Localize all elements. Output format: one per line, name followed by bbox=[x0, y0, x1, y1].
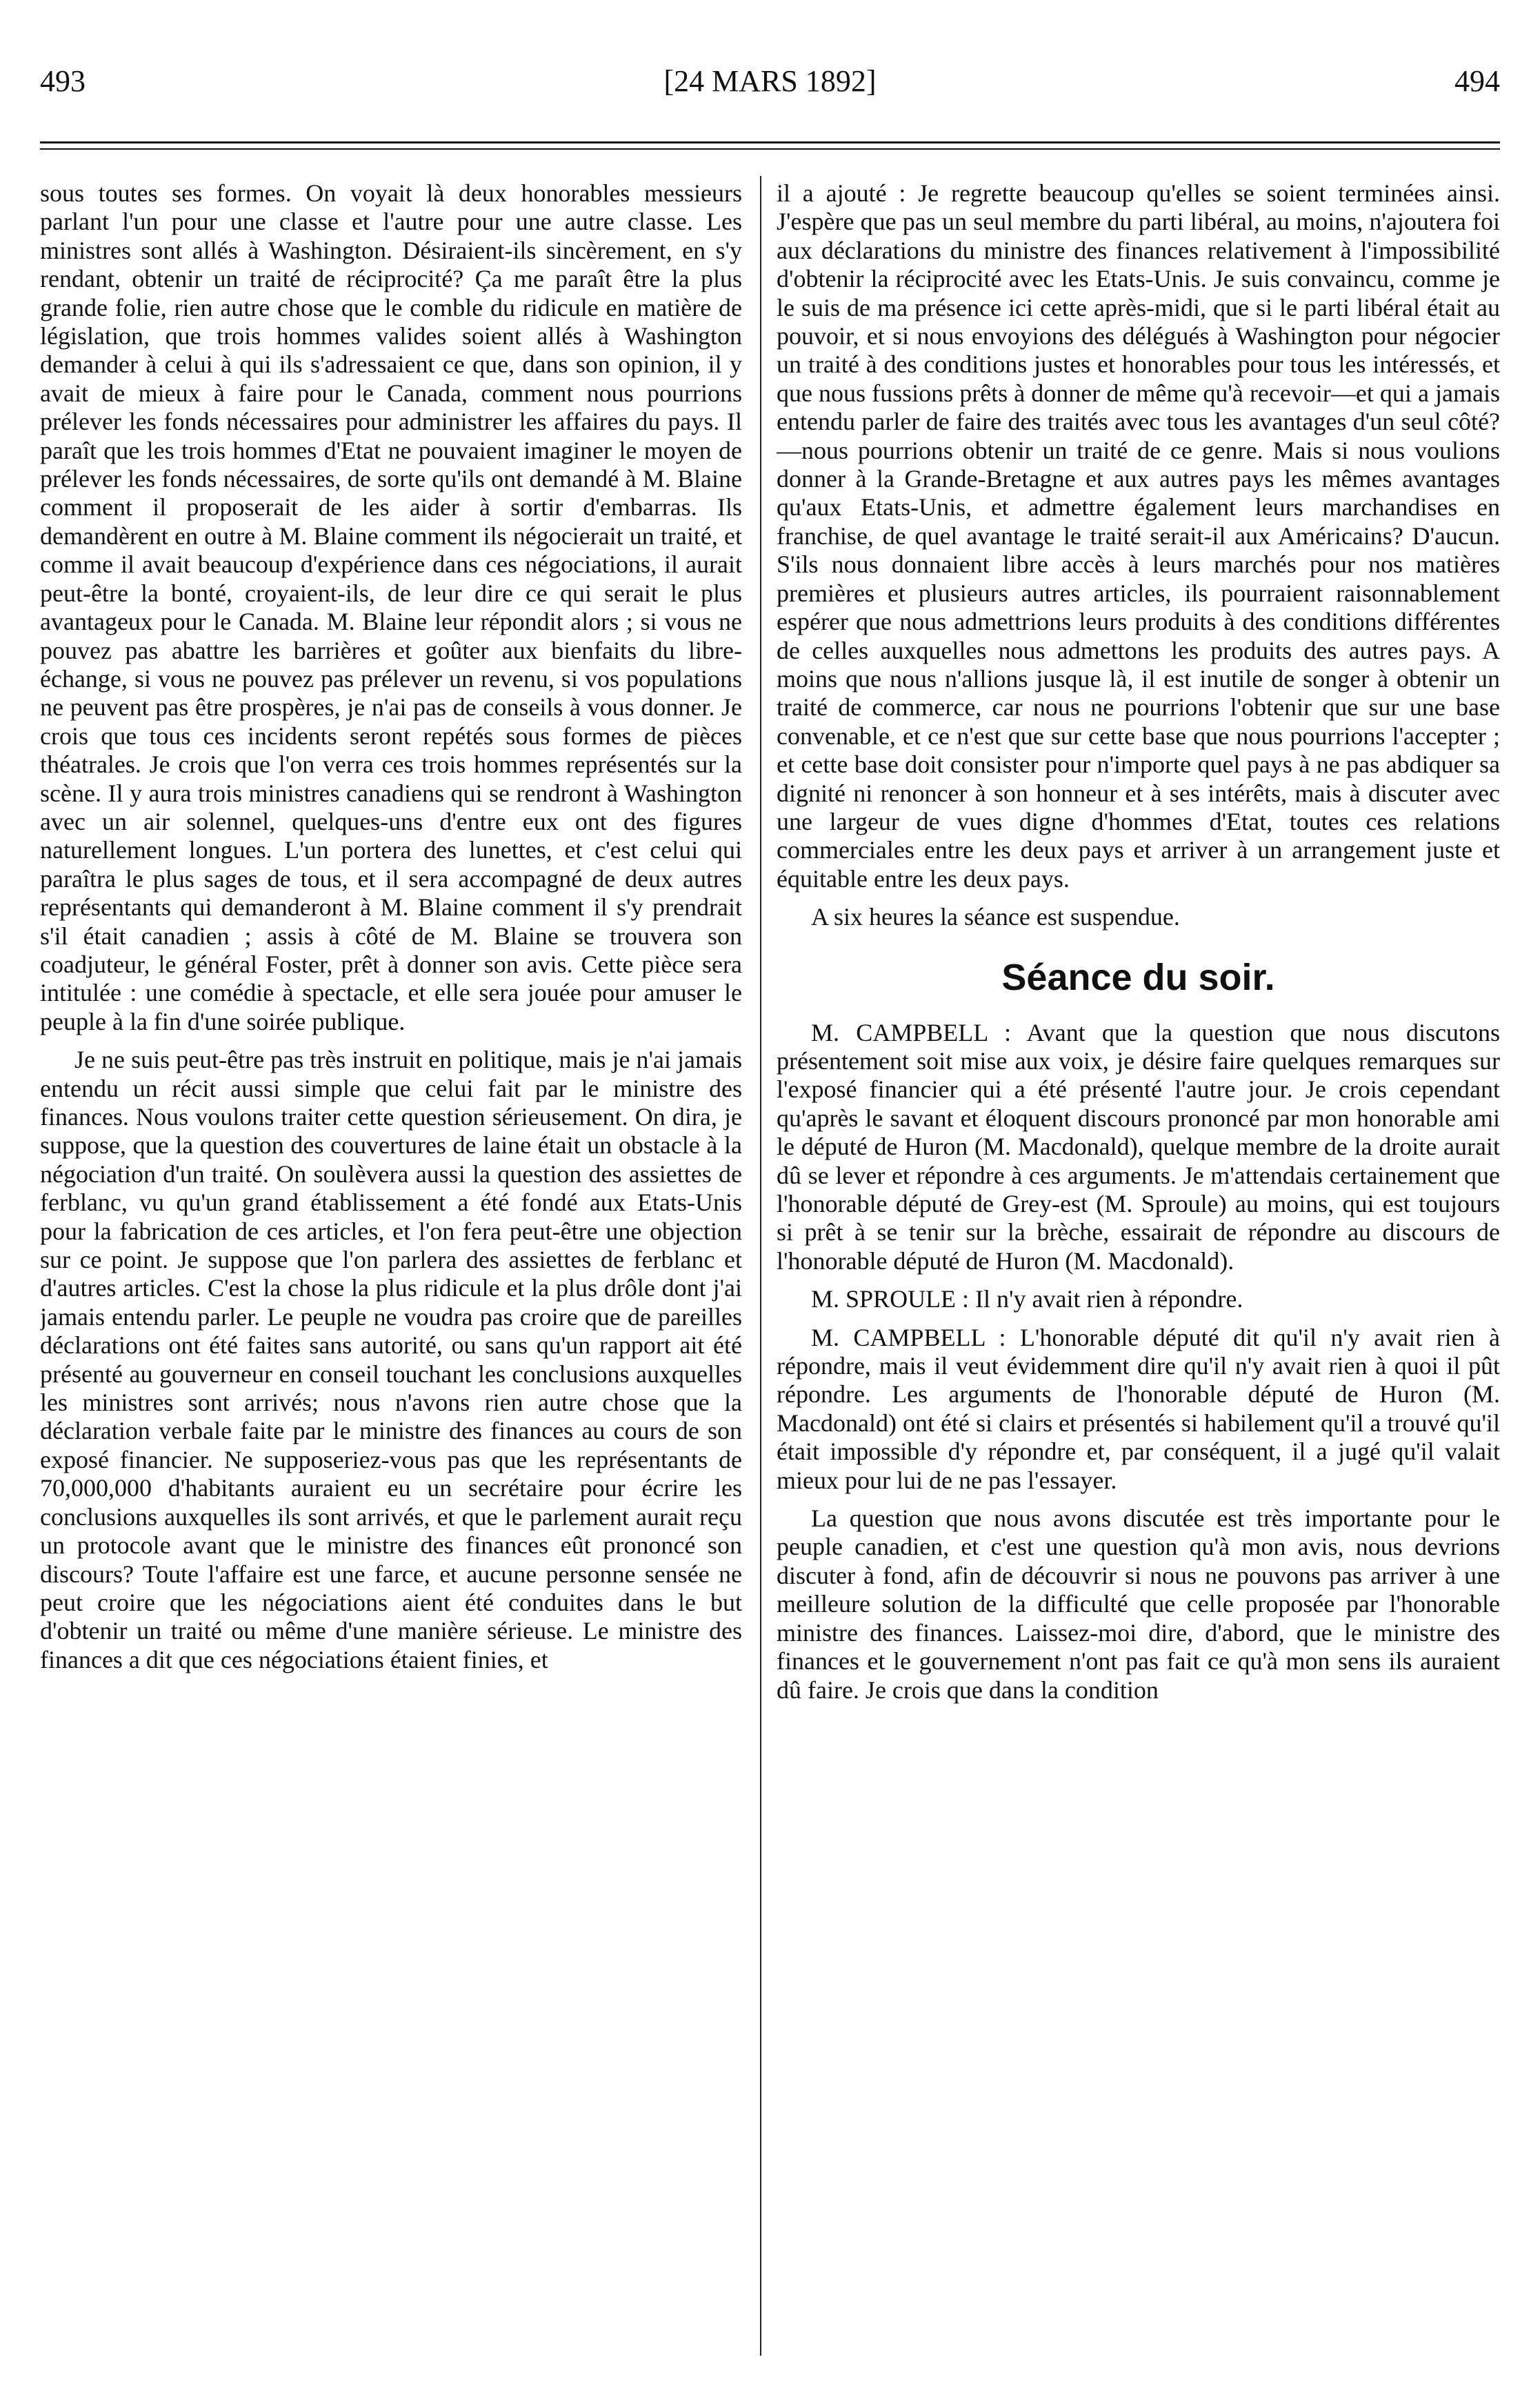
header-rule-top bbox=[40, 141, 1500, 143]
section-title: Séance du soir. bbox=[1001, 956, 1275, 998]
left-paragraph-1: sous toutes ses formes. On voyait là deux honorables messieurs parlant l'un pour une classe et l'autre pour une autre classe. Les ministres sont allés à Washington. Désiraient-ils sincèrement, en s'y rendant, obtenir un traité de réciprocité? Ça me paraît être la plus grande folie, rien autre chose que le comble du ridicule en matière de législation, que trois hommes valides soient allés à Washington demander à celui à qui ils s'adressaient ce que, dans son opinion, il y avait de mieux à faire pour le Canada, comment nous pourrions prélever les fonds nécessaires pour administrer les affaires du pays. Il paraît que les trois hommes d'Etat ne pouvaient imaginer le moyen de prélever les fonds nécessaires, de sorte qu'ils ont demandé à M. Blaine comment il proposerait de les aider à sortir d'embarras. Ils demandèrent en outre à M. Blaine comment ils négocierait un traité, et comme il avait beaucoup d'expérience dans ces négociations, il aurait peut-être la bonté, croyaient-ils, de leur dire ce qui serait le plus avantageux pour le Canada. M. Blaine leur répondit alors ; si vous ne pouvez pas abattre les barrières et goûter aux bienfaits du libre-échange, si vous ne pouvez pas prélever un revenu, si vos populations ne peuvent pas être prospères, je n'ai pas de conseils à vous donner. Je crois que tous ces incidents seront repétés sous formes de pièces théatrales. Je crois que l'on verra ces trois hommes représentés sur la scène. Il y aura trois ministres canadiens qui se rendront à Washington avec un air solennel, quelques-uns d'entre eux ont des figures naturellement longues. L'un portera des lunettes, et c'est celui qui paraîtra le plus sages de tous, et il sera accompagné de deux autres représentants qui demanderont à M. Blaine comment il s'y prendrait s'il était canadien ; assis à côté de M. Blaine se trouvera son coadjuteur, le général Foster, prêt à donner son avis. Cette pièce sera intitulée : une comédie à spectacle, et elle sera jouée pour amuser le peuple à la fin d'une soirée publique. bbox=[40, 179, 742, 1035]
column-divider bbox=[760, 176, 761, 2356]
left-paragraph-2: Je ne suis peut-être pas très instruit en politique, mais je n'ai jamais entendu un récit aussi simple que celui fait par le ministre des finances. Nous voulons traiter cette question sérieusement. On dira, je suppose, que la question des couvertures de laine était un obstacle à la négociation d'un traité. On soulèvera aussi la question des assiettes de ferblanc, vu qu'un grand établissement a été fondé aux Etats-Unis pour la fabrication de ces articles, et l'on fera peut-être une objection sur ce point. Je suppose que l'on parlera des assiettes de ferblanc et d'autres articles. C'est la chose la plus ridicule et la plus drôle dont j'ai jamais entendu parler. Le peuple ne voudra pas croire que de pareilles déclarations ont été faites sans autorité, ou sans qu'un rapport ait été présenté au gouverneur en conseil touchant les conclusions auxquelles les ministres sont arrivés; nous n'avons rien autre chose que la déclaration verbale faite par le ministre des finances au cours de son exposé financier. Ne supposeriez-vous pas que les représentants de 70,000,000 d'habitants auraient eu un secrétaire pour écrire les conclusions auxquelles ils sont arrivés, et que le parlement aurait reçu un protocole avant que le ministre des finances eût prononcé son discours? Toute l'affaire est une farce, et aucune personne sensée ne peut croire que les négociations aient été conduites dans le but d'obtenir un traité ou même d'une manière sérieuse. Le ministre des finances a dit que ces négociations étaient finies, et bbox=[40, 1046, 742, 1673]
right-paragraph-3: M. CAMPBELL : Avant que la question que nous discutons présentement soit mise aux voix, je désire faire quelques remarques sur l'exposé financier qui a été présenté l'autre jour. Je crois cependant qu'après le savant et éloquent discours prononcé par mon honorable ami le député de Huron (M. Macdonald), quelque membre de la droite aurait dû se lever et répondre à ces arguments. Je m'attendais certainement que l'honorable député de Grey-est (M. Sproule) au moins, qui est toujours si prêt à se tenir sur la brèche, essairait de répondre au discours de l'honorable député de Huron (M. Macdonald). bbox=[777, 1018, 1500, 1275]
right-paragraph-6: La question que nous avons discutée est très importante pour le peuple canadien, et c'est une question qu'à mon avis, nous devrions discuter à fond, afin de découvrir si nous ne pouvons pas arriver à une meilleure solution de la difficulté que celle proposée par l'honorable ministre des finances. Laissez-moi dire, d'abord, que le ministre des finances et le gouvernement n'ont pas fait ce qu'à mon sens ils auraient dû faire. Je crois que dans la condition bbox=[777, 1504, 1500, 1704]
right-paragraph-1: il a ajouté : Je regrette beaucoup qu'elles se soient terminées ainsi. J'espère que pas un seul membre du parti libéral, au moins, n'ajoutera foi aux déclarations du ministre des finances relativement à l'impossibilité d'obtenir la réciprocité avec les Etats-Unis. Je suis convaincu, comme je le suis de ma présence ici cette après-midi, que si le parti libéral était au pouvoir, et si nous envoyions des délégués à Washington pour négocier un traité à des conditions justes et honorables pour tous les intéressés, et que nous fussions prêts à donner de même qu'à recevoir—et qui a jamais entendu parler de faire des traités avec tous les avantages d'un seul côté?—nous pourrions obtenir un traité de ce genre. Mais si nous voulions donner à la Grande-Bretagne et aux autres pays les mêmes avantages qu'aux Etats-Unis, et admettre également leurs marchandises en franchise, de quel avantage le traité serait-il aux Américains? D'aucun. S'ils nous donnaient libre accès à leurs marchés pour nos matières premières et plusieurs autres articles, ils pourraient raisonnablement espérer que nous admettrions leurs produits à des conditions différentes de celles auxquelles nous admettons les produits des autres pays. A moins que nous n'allions jusque là, il est inutile de songer à obtenir un traité de commerce, car nous ne pourrions l'obtenir que sur une base convenable, et ce n'est que sur cette base que nous pourrions l'accepter ; et cette base doit consister pour n'importe quel pays à ne pas abdiquer sa dignité ni renoncer à son honneur et à ses intérêts, mais à discuter avec une largeur de vues digne d'hommes d'Etat, toutes ces relations commerciales entre les deux pays et arriver à un arrangement juste et équitable entre les deux pays. bbox=[777, 179, 1500, 893]
header-date: [24 MARS 1892] bbox=[663, 64, 877, 98]
right-paragraph-2: A six heures la séance est suspendue. bbox=[811, 903, 1180, 931]
left-column bbox=[40, 179, 742, 2352]
page-header bbox=[40, 63, 1500, 105]
right-column bbox=[777, 179, 1500, 2352]
right-paragraph-4: M. SPROULE : Il n'y avait rien à répondre. bbox=[811, 1285, 1243, 1313]
page-number-left: 493 bbox=[40, 64, 86, 98]
right-paragraph-5: M. CAMPBELL : L'honorable député dit qu'il n'y avait rien à répondre, mais il veut évidemment dire qu'il n'y avait rien à quoi il pût répondre. Les arguments de l'honorable député de Huron (M. Macdonald) ont été si clairs et présentés si habilement qu'il a trouvé qu'il était impossible d'y répondre et, par conséquent, il a jugé qu'il valait mieux pour lui de ne pas l'essayer. bbox=[777, 1323, 1500, 1494]
page-number-right: 494 bbox=[1454, 64, 1500, 98]
header-rule-bottom bbox=[40, 148, 1500, 150]
